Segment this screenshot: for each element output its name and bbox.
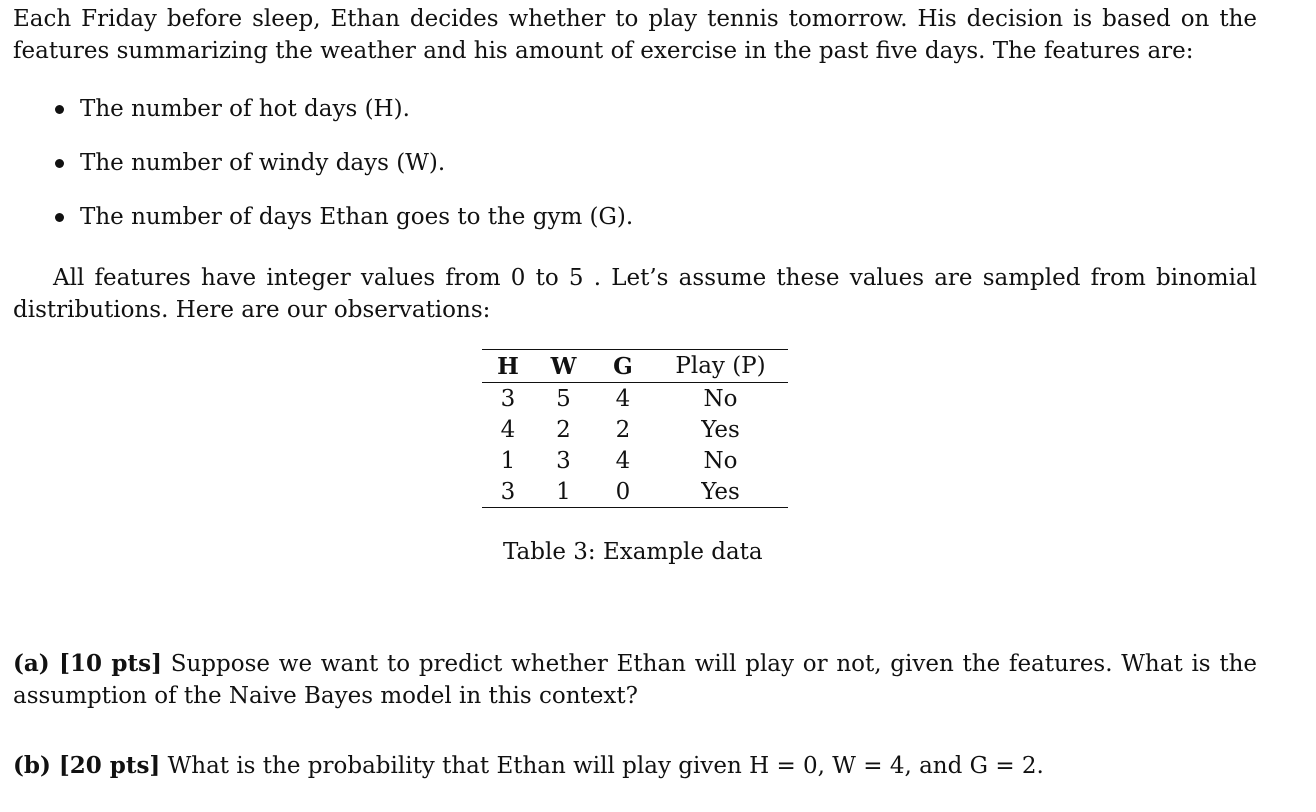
table-cell: 4 [615,447,631,474]
features-note-text: All features have integer values from 0 to 5 . Let’s assume these values are sampled from binomial distributions. Here are our observations: [13,265,1257,323]
feature-item-gym-days [13,201,1257,255]
question-a [13,648,1257,712]
question-b-label: (b) [20 pts] [13,752,161,779]
table-row [482,414,788,445]
table-caption: Table 3: Example data [503,539,763,565]
question-b [13,750,1257,782]
intro-paragraph: Each Friday before sleep, Ethan decides whether to play tennis tomorrow. His decision is based on the features summarizing the weather and his amount of exercise in the past five days. The features are: [13,6,1257,64]
feature-item-label: The number of hot days (H). [80,96,410,122]
example-data-table-container [482,349,788,508]
bullet-icon [55,105,64,114]
column-header-g: G [593,350,653,383]
table-row [482,476,788,508]
table-cell: 0 [615,478,631,505]
bullet-icon [55,159,64,168]
table-cell: 3 [556,447,571,474]
question-a-text: Suppose we want to predict whether Ethan will play or not, given the features. What is the assumption of the Naive Bayes model in this context? [13,651,1258,709]
table-cell: No [703,385,738,412]
table-header-row [482,350,788,383]
table-row [482,383,788,415]
table-row [482,445,788,476]
feature-item-hot-days [13,93,1257,147]
table-cell: 2 [556,416,571,443]
example-data-table [482,349,788,508]
table-cell: 4 [615,385,631,412]
bullet-icon [55,213,64,222]
table-cell: No [703,447,738,474]
features-note-paragraph [13,262,1257,326]
column-header-h: H [482,350,534,383]
feature-item-label: The number of days Ethan goes to the gym (G). [80,204,634,230]
table-cell: 3 [500,478,516,505]
table-cell: 2 [615,416,631,443]
table-cell: 4 [500,416,516,443]
question-a-label: (a) [10 pts] [13,650,162,677]
question-b-text: What is the probability that Ethan will play given H = 0, W = 4, and G = 2. [167,753,1044,779]
feature-item-windy-days [13,147,1257,201]
column-header-w: W [534,350,593,383]
table-cell: 1 [556,478,571,505]
table-cell: Yes [701,416,740,443]
table-cell: 5 [556,385,571,412]
feature-list [13,93,1257,255]
table-cell: 3 [500,385,516,412]
column-header-play: Play (P) [653,350,788,383]
table-cell: 1 [500,447,516,474]
feature-item-label: The number of windy days (W). [80,150,446,176]
table-cell: Yes [701,478,740,505]
